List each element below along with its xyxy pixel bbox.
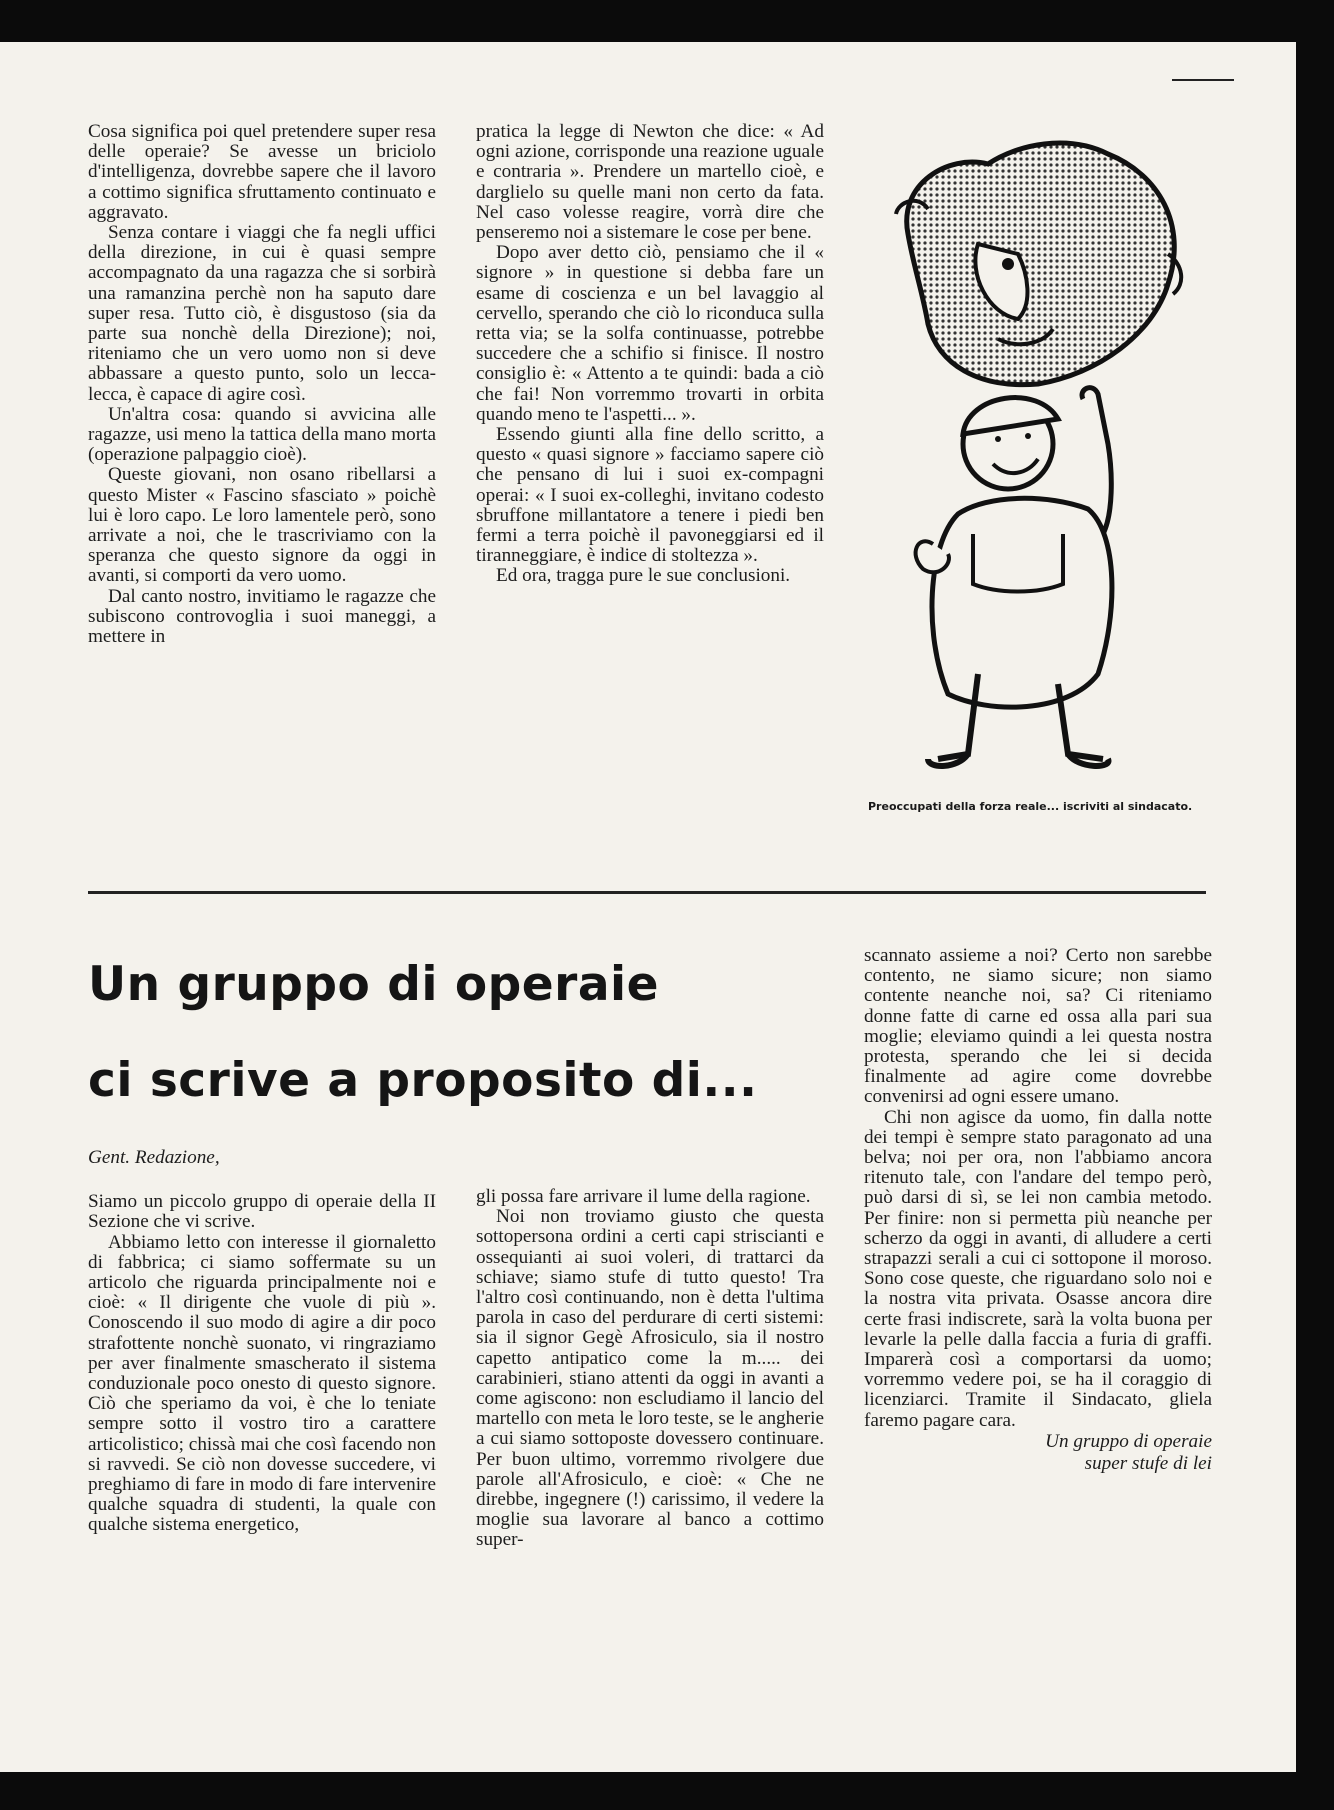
paragraph: Siamo un piccolo gruppo di operaie della II Sezione che vi scrive. (88, 1191, 436, 1233)
paragraph: Chi non agisce da uomo, fin dalla notte dei tempi è sempre stato paragonato ad una belva; noi per ora, non l'abbiamo ancora ritenuto tale, con l'andare del tempo però, può darsi di sì, se lei non cambia metodo. Per finire: non si permetta più neanche per scherzo da oggi in avanti, di alludere a certi strapazzi serali a cui ci sottopone il moroso. Sono cose queste, che riguardano solo noi e la nostra vita privata. Osasse ancora dire certe frasi indiscrete, sarà la volta buona per levarle la pelle dalla faccia a furia di graffi. Imparerà così a comportarsi da uomo; vorremmo vedere poi, se ha il coraggio di licenziarci. Tramite il Sindacato, gliela faremo pagare cara. (864, 1106, 1212, 1431)
magazine-page (0, 42, 1296, 1772)
money-bag-icon (896, 143, 1181, 385)
paragraph: gli possa fare arrivare il lume della ragione. (476, 1186, 811, 1207)
article-headline (88, 937, 828, 1129)
signature (864, 1431, 1212, 1475)
paragraph: Noi non troviamo giusto che questa sottopersona ordini a certi capi striscianti e ossequianti ai suoi voleri, di trattarci da schiave; siamo stufe di tutto questo! Tra l'altro così continuando, non è detta l'ultima parola in caso del perdurare di certi sistemi: sia il signor Gegè Afrosiculo, sia il nostro capetto antipatico come la m..... dei carabinieri, stiano attenti da oggi in avanti a come agiscono: non escludiamo il lancio del martello con meta le loro teste, se le angherie a cui siamo sottoposte dovessero continuare. Per buon ultimo, vorremmo rivolgere due parole all'Afrosiculo, e cioè: « Che ne direbbe, ingegnere (!) carissimo, il vedere la moglie sua lavorare al banco a cottimo super- (476, 1206, 824, 1551)
cartoon-illustration (868, 114, 1208, 794)
headline-line: ci scrive a proposito di... (88, 1053, 758, 1108)
salutation: Gent. Redazione, (88, 1147, 220, 1168)
cartoon-caption: Preoccupati della forza reale... iscriviti al sindacato. (868, 800, 1193, 813)
article-column-1 (88, 1148, 436, 1536)
paragraph: Dopo aver detto ciò, pensiamo che il « signore » in questione si debba fare un esame di coscienza e un bel lavaggio al cervello, sperando che ciò lo riconduca sulla retta via; se la solfa continuasse, potrebbe succedere che a schifio si finisce. Il nostro consiglio è: « Attento a te quindi: bada a ciò che fai! Non vorremmo trovarti in orbita quando meno te l'aspetti... ». (476, 242, 824, 425)
paragraph: Queste giovani, non osano ribellarsi a questo Mister « Fascino sfasciato » poichè lui è loro capo. Le loro lamentele però, sono arrivate a noi, che le trascriviamo con la speranza che questo signore da oggi in avanti, si comporti da vero uomo. (88, 464, 436, 587)
article-column-3 (864, 946, 1212, 1475)
paragraph: Senza contare i viaggi che fa negli uffici della direzione, in cui è quasi sempre accompagnato da una ragazza che si sorbirà una ramanzina perchè non ha saputo dare super resa. Tutto ciò, è disgustoso (sia da parte sua nonchè della Direzione); noi, riteniamo che un vero uomo non si deve abbassare a questo punto, solo un lecca-lecca, è capace di agire così. (88, 222, 436, 405)
top-column-1 (88, 122, 436, 647)
paragraph: scannato assieme a noi? Certo non sarebbe contento, ne siamo sicure; non siamo contente neanche noi, sa? Ci riteniamo donne fatte di carne ed ossa alla pari sua moglie; eleviamo quindi a lei questa nostra protesta, sperando che lei si decida finalmente ad agire come dovrebbe convenirsi ad ogni essere umano. (864, 945, 1212, 1108)
paragraph: Ed ora, tragga pure le sue conclusioni. (496, 565, 791, 587)
paragraph: Un'altra cosa: quando si avvicina alle ragazze, usi meno la tattica della mano morta (operazione palpaggio cioè). (88, 403, 436, 466)
worker-figure (916, 388, 1112, 766)
margin-mark (1172, 79, 1234, 81)
article-column-2 (476, 1187, 824, 1551)
top-column-2 (476, 122, 824, 587)
signature-line: Un gruppo di operaie (1045, 1430, 1212, 1452)
paragraph: Abbiamo letto con interesse il giornaletto di fabbrica; ci siamo soffermate su un articolo che riguarda principalmente noi e cioè: « Il dirigente che vuole di più ». Conoscendo il suo modo di agire a dir poco strafottente nonchè suonato, vi ringraziamo per aver finalmente smascherato il sistema conduzionale poco onesto di questo signore. Ciò che speriamo da voi, è che lo teniate sempre sotto il vostro tiro a carattere articolistico; chissà mai che così facendo non si ravvedi. Se ciò non dovesse succedere, vi preghiamo di fare in modo di fare intervenire qualche squadra di studenti, la quale con qualche sistema energetico, (88, 1231, 436, 1536)
paragraph: Dal canto nostro, invitiamo le ragazze che subiscono controvoglia i suoi maneggi, a mettere in (88, 585, 436, 648)
page-edge (1296, 42, 1334, 1772)
section-divider (88, 891, 1206, 894)
signature-line: super stufe di lei (1084, 1452, 1212, 1474)
paragraph: Essendo giunti alla fine dello scritto, a questo « quasi signore » facciamo sapere ciò che pensano di lui i suoi ex-compagni operai: « I suoi ex-colleghi, invitano codesto sbruffone millantatore a tenere i piedi ben fermi a terra poichè il pavoneggiarsi ed il tiranneggiare, è indice di stoltezza ». (476, 424, 824, 567)
headline-line: Un gruppo di operaie (88, 957, 660, 1012)
paragraph: Cosa significa poi quel pretendere super resa delle operaie? Se avesse un briciolo d'intelligenza, dovrebbe sapere che il lavoro a cottimo significa sfruttamento continuato e aggravato. (88, 121, 436, 223)
paragraph: pratica la legge di Newton che dice: « Ad ogni azione, corrisponde una reazione uguale e contraria ». Prendere un martello cioè, e darglielo su quelle mani non certo da fata. Nel caso volesse reagire, vorrà dire che penseremo noi a sistemare le cose per bene. (476, 121, 824, 244)
